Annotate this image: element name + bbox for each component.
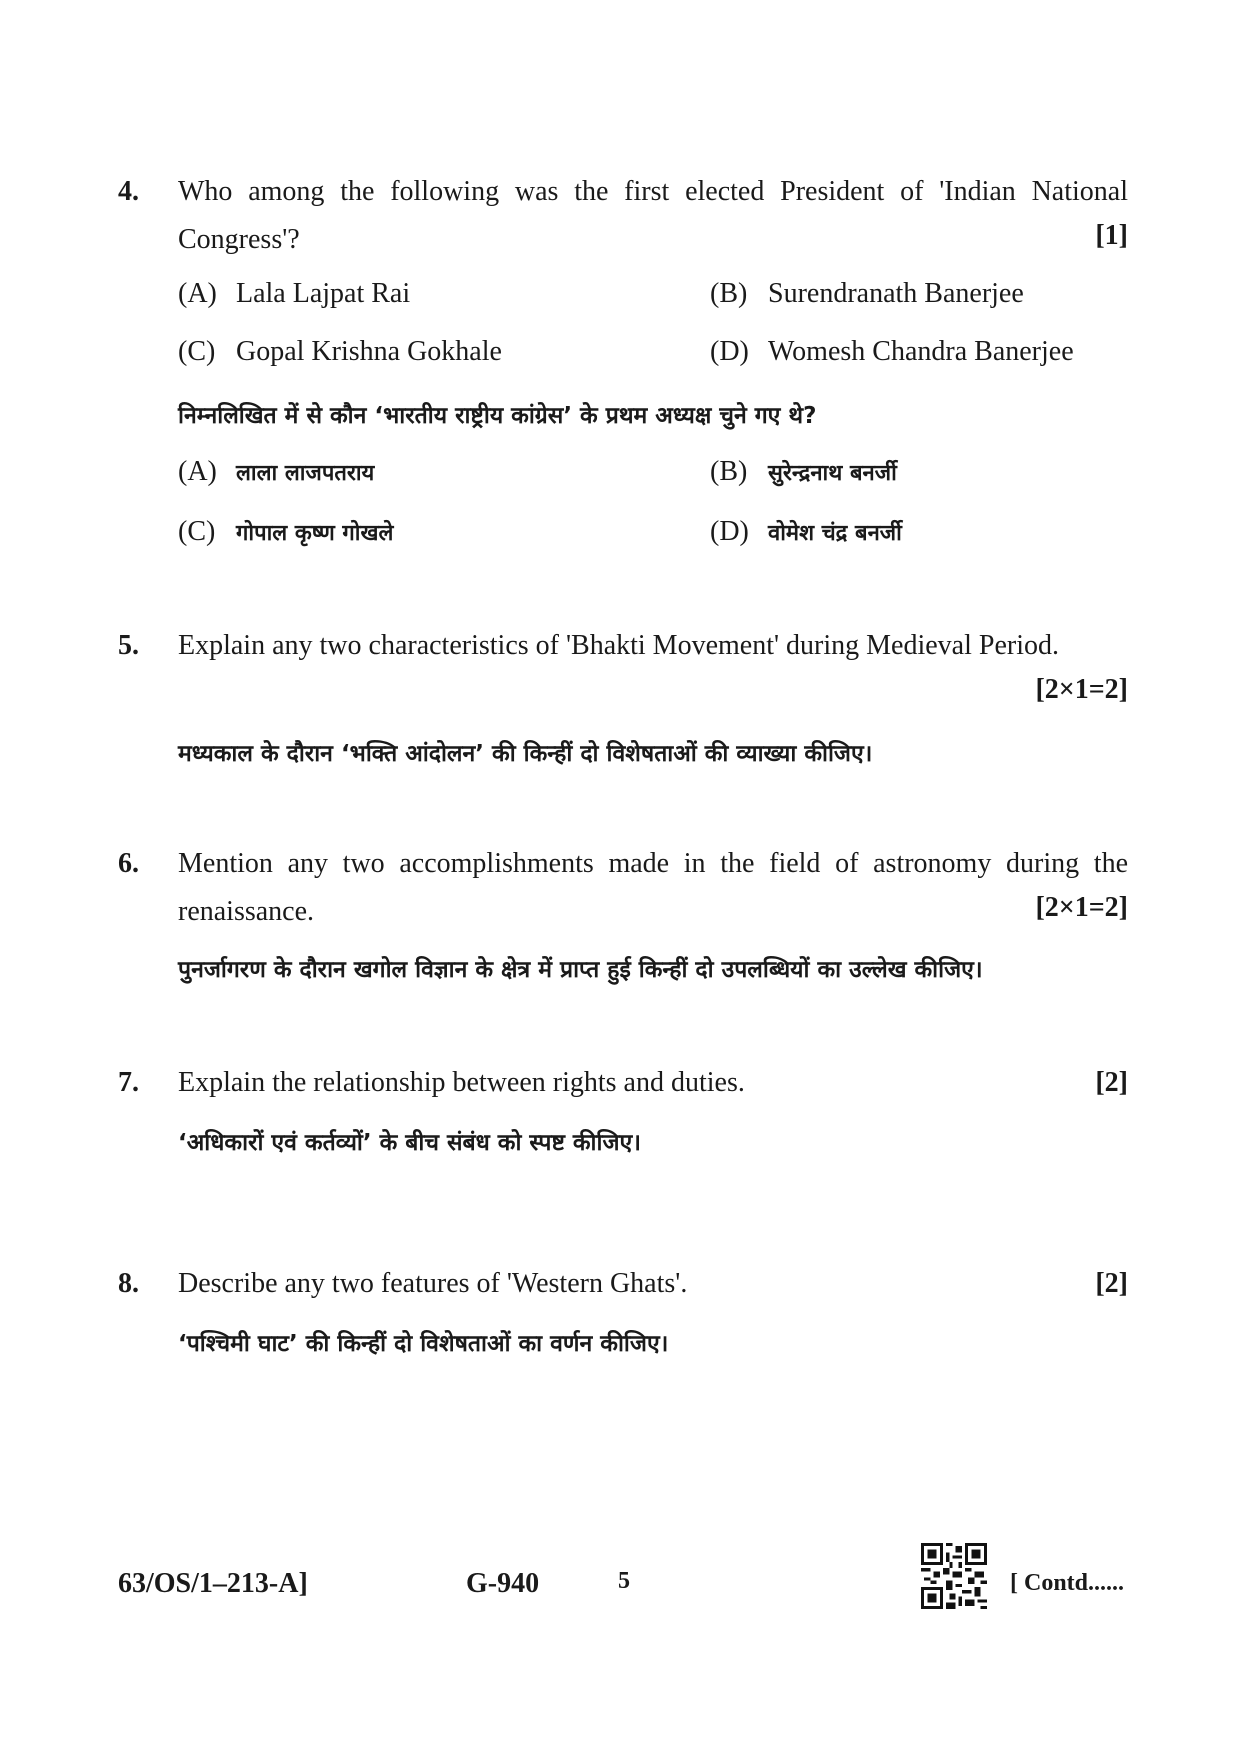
- hindi-option-d: [710, 516, 902, 548]
- option-text: वोमेश चंद्र बनर्जी: [768, 521, 902, 546]
- question-text: Explain the relationship between rights and duties.: [178, 1067, 745, 1098]
- option-label: (C): [178, 336, 216, 367]
- option-text: गोपाल कृष्ण गोखले: [236, 521, 394, 546]
- option-text: सुरेन्द्रनाथ बनर्जी: [768, 461, 897, 486]
- question-text-hindi: पुनर्जागरण के दौरान खगोल विज्ञान के क्षेत्र में प्राप्त हुई किन्हीं दो उपलब्धियों का उल्लेख कीजिए।: [178, 957, 983, 983]
- option-label: (A): [178, 278, 217, 309]
- question-number: 8.: [118, 1268, 139, 1299]
- continued-note: [ Contd......: [1010, 1570, 1125, 1596]
- question-text-hindi: ‘अधिकारों एवं कर्तव्यों’ के बीच संबंध को स्पष्ट कीजिए।: [178, 1130, 641, 1156]
- question-text: Who among the following was the first elected President of 'Indian National Congress'?: [178, 176, 1128, 255]
- question-text-hindi: ‘पश्चिमी घाट’ की किन्हीं दो विशेषताओं का वर्णन कीजिए।: [178, 1331, 669, 1357]
- option-label: (B): [710, 456, 748, 487]
- option-text: Lala Lajpat Rai: [236, 278, 411, 309]
- page-number: 5: [618, 1568, 630, 1594]
- question-text: Describe any two features of 'Western Ghats'.: [178, 1268, 688, 1299]
- question-text-hindi: मध्यकाल के दौरान ‘भक्ति आंदोलन’ की किन्हीं दो विशेषताओं की व्याख्या कीजिए।: [178, 741, 873, 767]
- hindi-option-c: [178, 516, 393, 548]
- question-text: Mention any two accomplishments made in the field of astronomy during the renaissance.: [178, 848, 1128, 927]
- option-d: [710, 336, 1074, 368]
- option-text: Gopal Krishna Gokhale: [236, 336, 502, 367]
- option-text: Womesh Chandra Banerjee: [768, 336, 1074, 367]
- option-label: (D): [710, 336, 749, 367]
- option-text: Surendranath Banerjee: [768, 278, 1024, 309]
- paper-code: 63/OS/1–213-A]: [118, 1568, 308, 1599]
- question-marks: [2×1=2]: [1035, 674, 1128, 705]
- question-number: 7.: [118, 1067, 139, 1098]
- option-b: [710, 278, 1024, 310]
- question-marks: [1]: [1095, 220, 1128, 251]
- question-number: 6.: [118, 848, 139, 879]
- option-c: [178, 336, 502, 368]
- option-label: (A): [178, 456, 217, 487]
- page-footer: [0, 1568, 1241, 1618]
- hindi-option-a: [178, 456, 374, 488]
- hindi-option-b: [710, 456, 897, 488]
- question-marks: [2]: [1095, 1268, 1128, 1299]
- option-label: (B): [710, 278, 748, 309]
- option-a: [178, 278, 410, 310]
- question-number: 5.: [118, 630, 139, 661]
- option-label: (C): [178, 516, 216, 547]
- question-marks: [2]: [1095, 1067, 1128, 1098]
- question-number: 4.: [118, 176, 139, 207]
- question-text: Explain any two characteristics of 'Bhakti Movement' during Medieval Period.: [178, 630, 1059, 661]
- series-code: G-940: [466, 1568, 540, 1599]
- question-marks: [2×1=2]: [1035, 892, 1128, 923]
- option-label: (D): [710, 516, 749, 547]
- question-text-hindi: निम्नलिखित में से कौन ‘भारतीय राष्ट्रीय कांग्रेस’ के प्रथम अध्यक्ष चुने गए थे?: [178, 403, 817, 429]
- option-text: लाला लाजपतराय: [236, 461, 375, 486]
